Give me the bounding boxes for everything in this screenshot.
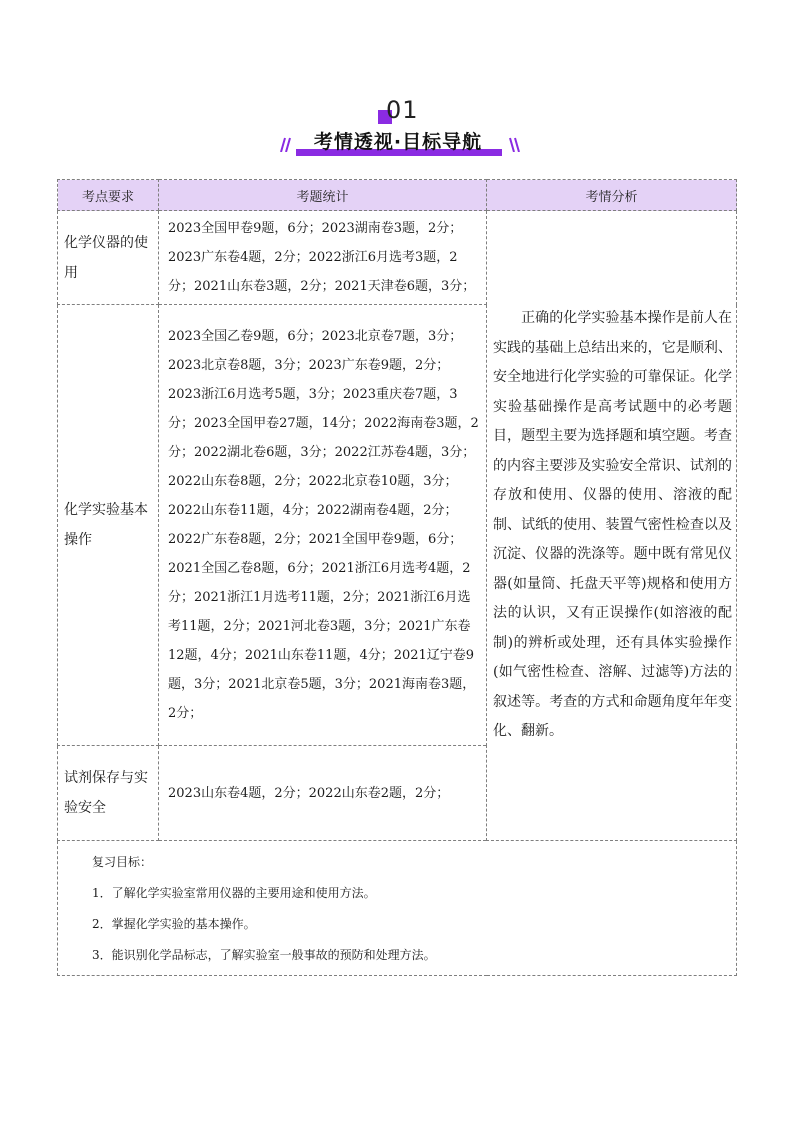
header-stats: 考题统计 xyxy=(159,180,487,211)
header-point: 考点要求 xyxy=(58,180,159,211)
stats-cell: 2023全国甲卷9题，6分；2023湖南卷3题，2分；2023广东卷4题，2分；2022浙江6月选考3题，2分；2021山东卷3题，2分；2021天津卷6题，3分； xyxy=(159,211,487,305)
section-number-text: 01 xyxy=(386,96,419,124)
goal-item: 1．了解化学实验室常用仪器的主要用途和使用方法。 xyxy=(92,886,376,900)
header-analysis: 考情分析 xyxy=(487,180,737,211)
section-title: 考情透视·目标导航 xyxy=(313,131,483,153)
goal-item: 2．掌握化学实验的基本操作。 xyxy=(92,917,256,931)
analysis-text: 正确的化学实验基本操作是前人在实践的基础上总结出来的，它是顺利、安全地进行化学实验的可靠保证。化学实验基础操作是高考试题中的必考题目，题型主要为选择题和填空题。考查的内容主要涉及实验安全常识、试剂的存放和使用、仪器的使用、溶液的配制、试纸的使用、装置气密性检查以及沉淀、仪器的洗涤等。题中既有常见仪器(如量筒、托盘天平等)规格和使用方法的认识，又有正误操作(如溶液的配制)的辨析或处理，还有具体实验操作(如气密性检查、溶解、过滤等)方法的叙述等。考查的方式和命题角度年年变化、翻新。 xyxy=(493,310,732,740)
table-row xyxy=(58,211,737,305)
exam-analysis-table xyxy=(57,179,737,976)
stats-cell: 2023全国乙卷9题，6分；2023北京卷7题，3分；2023北京卷8题，3分；2023广东卷9题，2分；2023浙江6月选考5题，3分；2023重庆卷7题，3分；2023全国甲卷27题，14分；2022海南卷3题，2分；2022湖北卷6题，3分；2022江苏卷4题，3分；2022山东卷8题，2分；2022北京卷10题，3分；2022山东卷11题，4分；2022湖南卷4题，2分；2022广东卷8题，2分；2021全国甲卷9题，6分；2021全国乙卷8题，6分；2021浙江6月选考4题，2分；2021浙江1月选考11题，2分；2021浙江6月选考11题，2分；2021河北卷3题，3分；2021广东卷12题，4分；2021山东卷11题，4分；2021辽宁卷9题，3分；2021北京卷5题，3分；2021海南卷3题，2分； xyxy=(159,305,487,746)
point-cell: 化学实验基本操作 xyxy=(58,305,159,746)
analysis-cell xyxy=(487,211,737,841)
review-goals xyxy=(58,841,737,976)
section-header xyxy=(0,96,794,160)
section-number xyxy=(376,96,436,126)
goals-row xyxy=(58,841,737,976)
point-cell: 试剂保存与实验安全 xyxy=(58,746,159,841)
goals-heading: 复习目标： xyxy=(92,855,153,869)
right-slash-decoration xyxy=(508,136,520,152)
point-cell: 化学仪器的使用 xyxy=(58,211,159,305)
table-header-row xyxy=(58,180,737,211)
stats-cell: 2023山东卷4题，2分；2022山东卷2题，2分； xyxy=(159,746,487,841)
goal-item: 3．能识别化学品标志，了解实验室一般事故的预防和处理方法。 xyxy=(92,948,436,962)
section-title-block xyxy=(270,128,526,158)
